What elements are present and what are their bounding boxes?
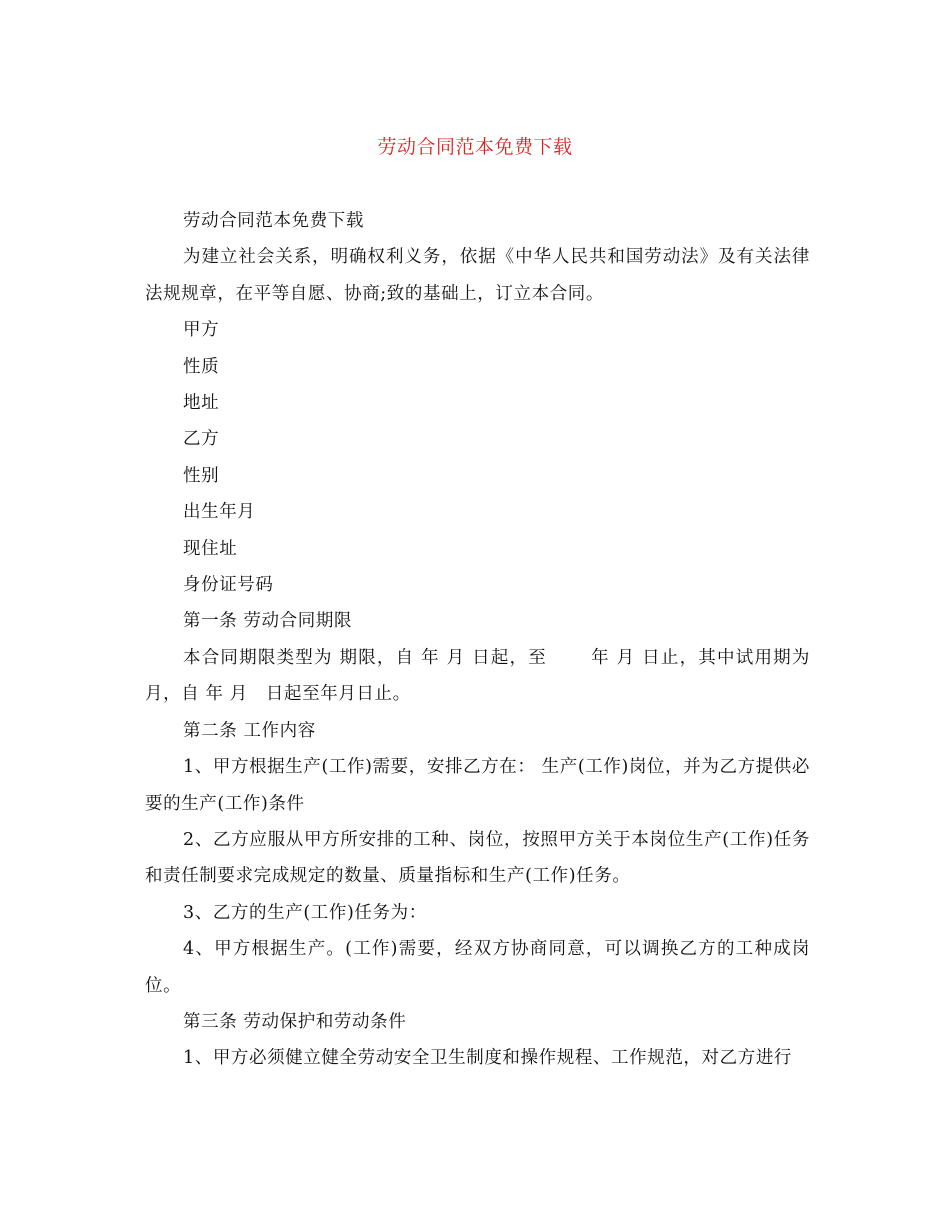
article-2-item-1: 1、甲方根据生产(工作)需要，安排乙方在： 生产(工作)岗位，并为乙方提供必要的生产(工作)条件 <box>145 757 810 814</box>
article-1-text: 本合同期限类型为 期限，自 年 月 日起，至 年 月 日止，其中试用期为 月，自 年 月 日起至年月日止。 <box>145 647 817 705</box>
article-1-heading: 第一条 劳动合同期限 <box>183 611 353 632</box>
field-gender: 性别 <box>183 465 220 486</box>
paragraph-preamble: 为建立社会关系，明确权利义务，依据《中华人民共和国劳动法》及有关法律法规规章，在平等自愿、协商;致的基础上，订立本合同。 <box>145 247 810 304</box>
document-body <box>145 203 817 1077</box>
field-current-address: 现住址 <box>183 538 238 559</box>
document-title: 劳动合同范本免费下载 <box>377 136 573 158</box>
article-2-heading: 第二条 工作内容 <box>183 720 316 741</box>
field-party-b: 乙方 <box>183 429 220 450</box>
article-2-item-3: 3、乙方的生产(工作)任务为： <box>183 902 427 923</box>
article-2-item-4: 4、甲方根据生产。(工作)需要，经双方协商同意，可以调换乙方的工种成岗位。 <box>145 939 810 996</box>
field-id-number: 身份证号码 <box>183 575 274 596</box>
field-birth-date: 出生年月 <box>183 502 256 523</box>
field-nature: 性质 <box>183 356 220 377</box>
field-address: 地址 <box>183 393 220 414</box>
article-2-item-2: 2、乙方应服从甲方所安排的工种、岗位，按照甲方关于本岗位生产(工作)任务和责任制要求完成规定的数量、质量指标和生产(工作)任务。 <box>145 829 810 887</box>
article-3-item-1: 1、甲方必须健立健全劳动安全卫生制度和操作规程、工作规范，对乙方进行 <box>183 1048 793 1069</box>
field-party-a: 甲方 <box>183 320 220 341</box>
article-3-heading: 第三条 劳动保护和劳动条件 <box>183 1011 407 1032</box>
paragraph-heading: 劳动合同范本免费下载 <box>183 211 364 231</box>
